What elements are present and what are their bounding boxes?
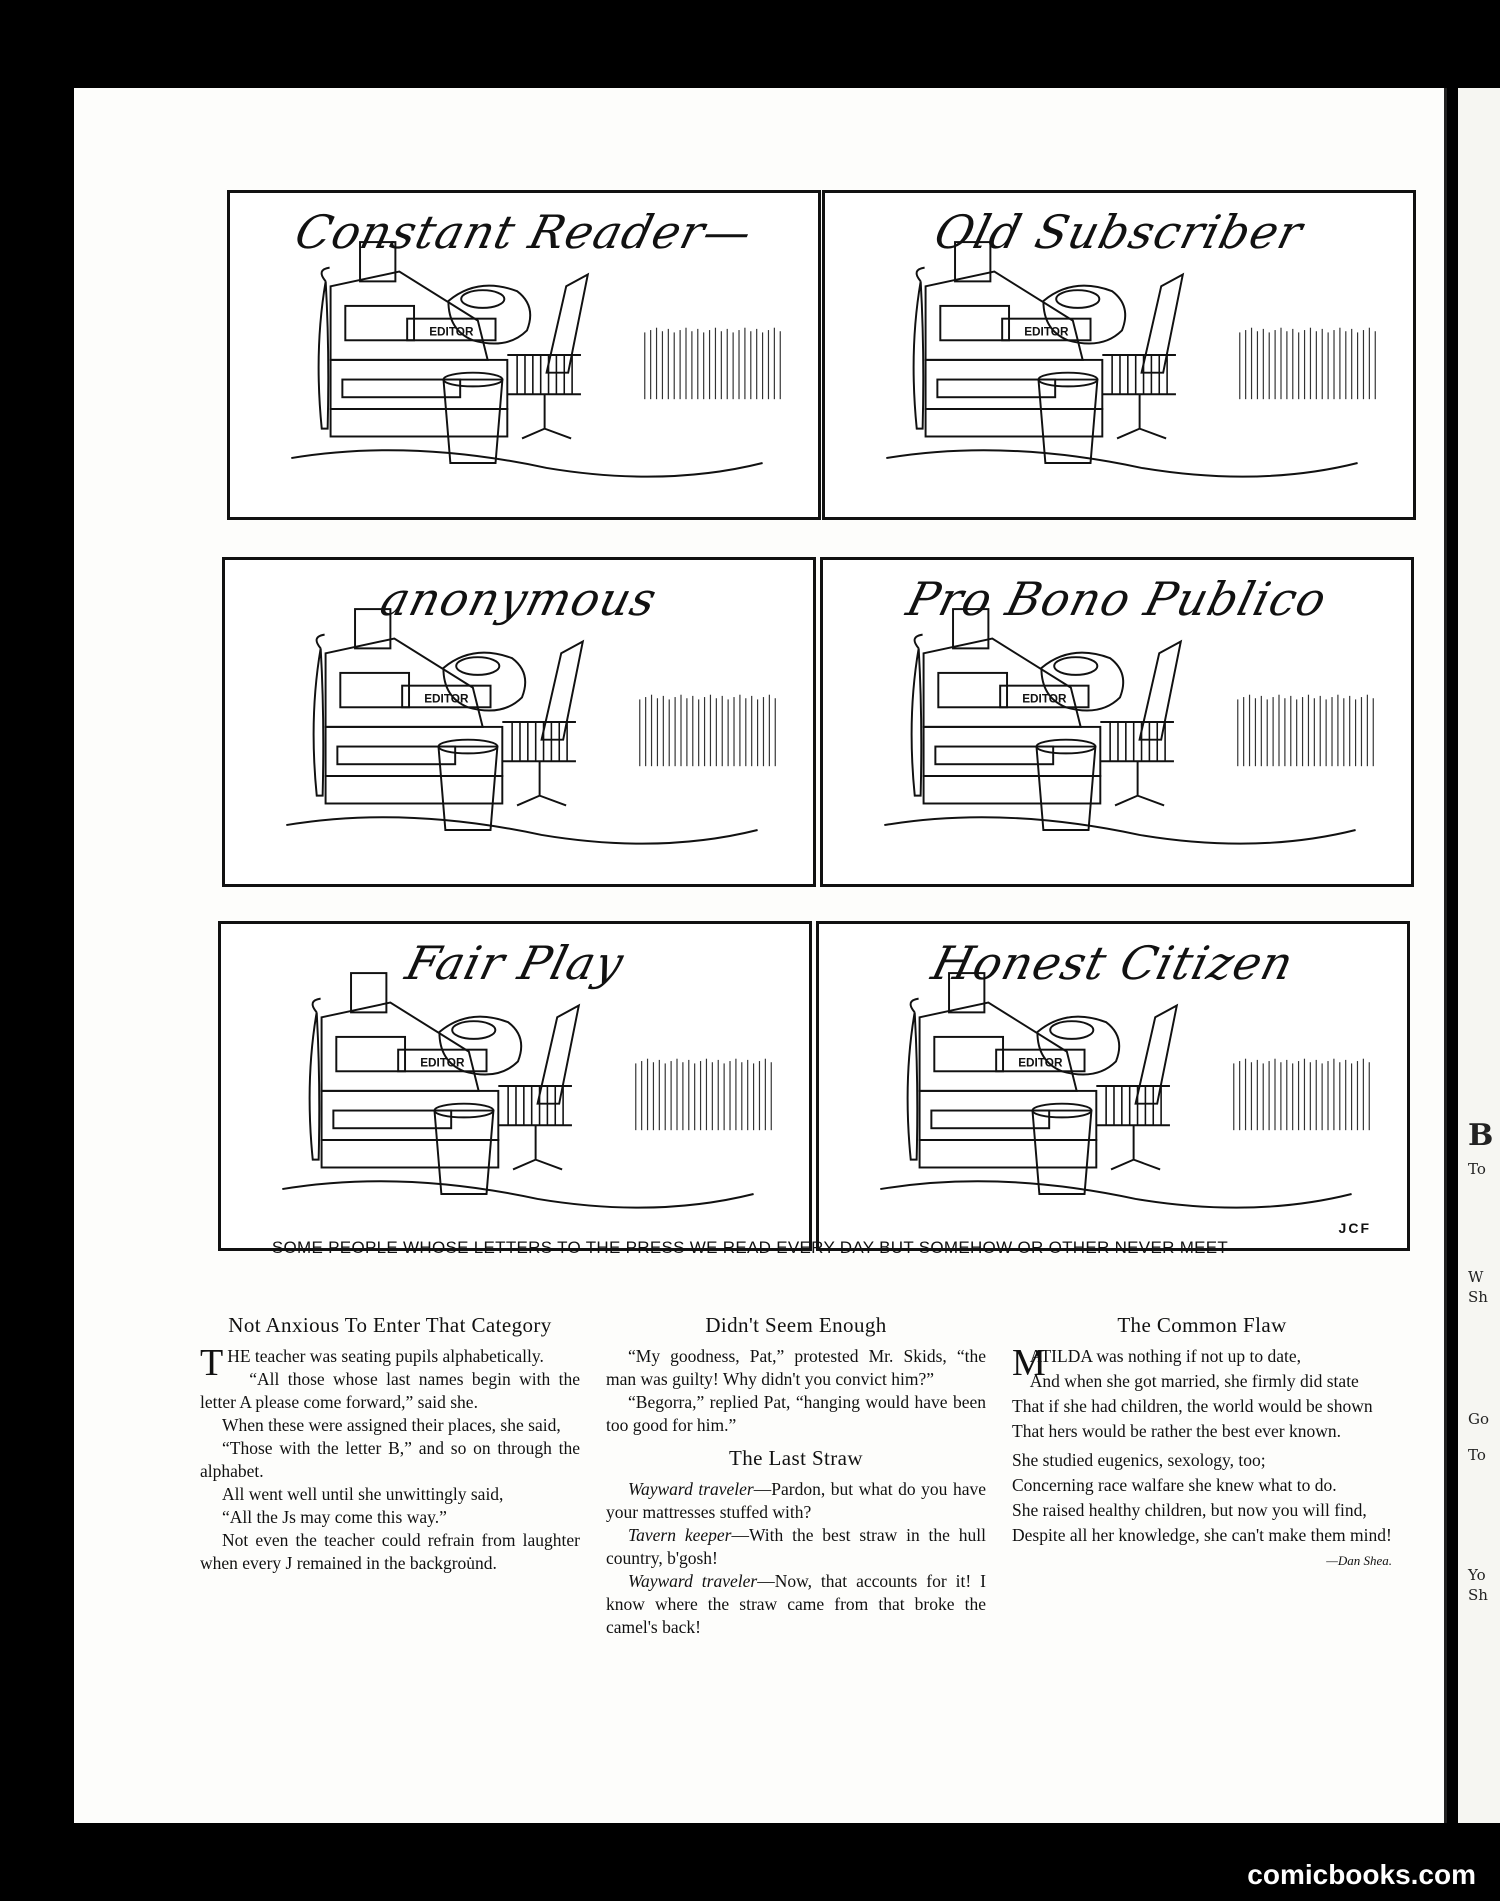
umbrella-handle	[317, 635, 325, 649]
paragraph: All went well until she unwittingly said,	[222, 1484, 504, 1504]
editor-nameplate-label: EDITOR	[424, 692, 469, 706]
desk-base	[924, 776, 1101, 803]
artist-credit: JCF	[1338, 1220, 1371, 1236]
wastebasket	[438, 747, 497, 830]
editor-nameplate-label: EDITOR	[1024, 325, 1069, 339]
poem-line: ATILDA was nothing if not up to date,	[1029, 1346, 1302, 1366]
umbrella-icon	[912, 648, 922, 795]
desk-pigeonhole	[940, 306, 1009, 340]
editor-cap	[1050, 1021, 1093, 1039]
cartoon-panel-fair-play	[218, 921, 812, 1251]
desk-drawer	[931, 1111, 1049, 1129]
paragraph: Not even the teacher could refrain from laughter when every J remained in the backgrou̇nd.	[200, 1530, 580, 1573]
poem-line: She raised healthy children, but now you will find,	[1012, 1500, 1367, 1520]
desk-base	[920, 1140, 1097, 1167]
desk-pigeonhole	[336, 1037, 405, 1071]
next-page-fragment: Go	[1468, 1410, 1490, 1428]
desk-body	[326, 727, 503, 776]
desk-base	[331, 409, 508, 436]
floor-line	[286, 817, 757, 843]
article-title: Didn't Seem Enough	[705, 1313, 887, 1337]
floor-line	[886, 450, 1357, 476]
cartoon-caption: SOME PEOPLE WHOSE LETTERS TO THE PRESS WE READ EVERY DAY BUT SOMEHOW OR OTHER NEVER MEET	[271, 1238, 1229, 1257]
umbrella-icon	[914, 281, 924, 428]
umbrella-icon	[908, 1012, 918, 1159]
editor-cap	[1054, 657, 1097, 675]
next-page-fragment: Sh	[1468, 1288, 1488, 1306]
umbrella-handle	[313, 999, 321, 1013]
desk-rolltop	[920, 1003, 1077, 1091]
background-hatching	[636, 1059, 771, 1130]
poem-line: That hers would be rather the best ever known.	[1012, 1421, 1341, 1441]
poem-line: Concerning race walfare she knew what to do.	[1012, 1475, 1337, 1495]
desk-pigeonhole	[934, 1037, 1003, 1071]
watermark: comicbooks.com	[1247, 1859, 1476, 1890]
desk-pigeonhole	[938, 673, 1007, 707]
poem-common-flaw	[1012, 1314, 1392, 1572]
chair-back	[547, 274, 588, 372]
article-didnt-seem-enough	[606, 1314, 986, 1639]
panel-signature: Pro Bono Publico	[901, 572, 1333, 626]
poem-title: The Common Flaw	[1117, 1313, 1287, 1337]
panel-signature: Honest Citizen	[926, 936, 1300, 990]
chair-back	[542, 641, 583, 739]
speaker: Wayward traveler	[628, 1571, 758, 1591]
wastebasket	[1036, 747, 1095, 830]
paragraph: “All the Js may come this way.”	[222, 1507, 447, 1527]
editor-cap	[452, 1021, 495, 1039]
background-hatching	[1234, 1059, 1369, 1130]
editor-nameplate-label: EDITOR	[1022, 692, 1067, 706]
cartoon-panel-pro-bono-publico	[820, 557, 1414, 887]
desk-rolltop	[926, 272, 1083, 360]
umbrella-handle	[322, 268, 330, 282]
dialogue: —With the best straw in the hull country, b'gosh!	[606, 1525, 986, 1568]
drop-cap: M	[1012, 1342, 1046, 1384]
floor-line	[282, 1181, 753, 1207]
umbrella-icon	[314, 648, 324, 795]
chair-spindles	[1112, 355, 1167, 394]
next-page-fragment: To	[1468, 1446, 1486, 1464]
umbrella-icon	[310, 1012, 320, 1159]
desk-base	[926, 409, 1103, 436]
desk-pigeonhole	[340, 673, 409, 707]
background-hatching	[640, 695, 775, 766]
desk-base	[322, 1140, 499, 1167]
wastebasket	[1032, 1111, 1091, 1194]
background-hatching	[1240, 328, 1375, 399]
desk-rolltop	[322, 1003, 479, 1091]
editor-cap	[461, 290, 504, 308]
desk-drawer	[333, 1111, 451, 1129]
cartoon-panel-old-subscriber	[822, 190, 1416, 520]
paragraph: When these were assigned their places, she said,	[222, 1415, 561, 1435]
background-hatching	[645, 328, 780, 399]
desk-body	[924, 727, 1101, 776]
editor-cap	[456, 657, 499, 675]
drop-cap: T	[200, 1342, 224, 1384]
poem-line: That if she had children, the world would be shown	[1012, 1396, 1373, 1416]
desk-body	[322, 1091, 499, 1140]
next-page-fragment: Yo	[1468, 1566, 1486, 1584]
desk-drawer	[937, 380, 1055, 398]
desk-pigeonhole	[345, 306, 414, 340]
chair-spindles	[512, 722, 567, 761]
chair-back	[1142, 274, 1183, 372]
umbrella-handle	[915, 635, 923, 649]
desk-drawer	[935, 747, 1053, 765]
speaker: Tavern keeper	[628, 1525, 732, 1545]
article-not-anxious	[200, 1314, 580, 1575]
desk-drawer	[337, 747, 455, 765]
desk-rolltop	[331, 272, 488, 360]
desk-rolltop	[924, 639, 1081, 727]
next-page-fragment: B	[1468, 1118, 1494, 1153]
desk-body	[331, 360, 508, 409]
desk-rolltop	[326, 639, 483, 727]
dialogue: —Pardon, but what do you have your mattresses stuffed with?	[606, 1479, 986, 1522]
paragraph: “Begorra,” replied Pat, “hanging would have been too good for him.”	[606, 1392, 986, 1435]
editor-nameplate-label: EDITOR	[1018, 1056, 1063, 1070]
wastebasket	[1038, 380, 1097, 463]
paragraph: “Those with the letter B,” and so on through the alphabet.	[200, 1438, 580, 1481]
article-title-last-straw: The Last Straw	[729, 1446, 863, 1470]
floor-line	[880, 1181, 1351, 1207]
wastebasket	[443, 380, 502, 463]
poem-author: —Dan Shea.	[1326, 1553, 1392, 1568]
speaker: Wayward traveler	[628, 1479, 754, 1499]
floor-line	[291, 450, 762, 476]
chair-back	[1136, 1005, 1177, 1103]
umbrella-icon	[319, 281, 329, 428]
cartoon-panel-honest-citizen	[816, 921, 1410, 1251]
chair-spindles	[1106, 1086, 1161, 1125]
chair-spindles	[517, 355, 572, 394]
dialogue: —Now, that accounts for it! I know where the straw came from that broke the camel's back!	[606, 1571, 987, 1637]
paragraph: “My goodness, Pat,” protested Mr. Skids, “the man was guilty! Why didn't you convict him?”	[606, 1346, 986, 1389]
article-title: Not Anxious To Enter That Category	[228, 1313, 552, 1337]
next-page-fragment: To	[1468, 1160, 1486, 1178]
panel-signature: anonymous	[375, 572, 663, 626]
editor-nameplate-label: EDITOR	[420, 1056, 465, 1070]
next-page-fragment: Sh	[1468, 1586, 1488, 1604]
umbrella-handle	[917, 268, 925, 282]
poem-line: Despite all her knowledge, she can't make them mind!	[1012, 1525, 1392, 1545]
desk-body	[920, 1091, 1097, 1140]
editor-nameplate-label: EDITOR	[429, 325, 474, 339]
background-hatching	[1238, 695, 1373, 766]
chair-spindles	[508, 1086, 563, 1125]
floor-line	[884, 817, 1355, 843]
editor-cap	[1056, 290, 1099, 308]
panel-signature: Fair Play	[400, 936, 630, 990]
chair-spindles	[1110, 722, 1165, 761]
poem-line: She studied eugenics, sexology, too;	[1012, 1450, 1266, 1470]
chair-back	[1140, 641, 1181, 739]
panel-signature: Old Subscriber	[929, 205, 1309, 259]
desk-base	[326, 776, 503, 803]
paragraph: “All those whose last names begin with the letter A please come forward,” said she.	[200, 1369, 580, 1412]
paragraph: HE teacher was seating pupils alphabetically.	[227, 1346, 544, 1366]
desk-drawer	[342, 380, 460, 398]
wastebasket	[434, 1111, 493, 1194]
next-page-fragment: W	[1468, 1268, 1484, 1286]
cartoon-panel-anonymous	[222, 557, 816, 887]
cartoon-panel-constant-reader	[227, 190, 821, 520]
next-page-edge	[1458, 88, 1500, 1823]
panel-signature: Constant Reader—	[289, 205, 759, 259]
desk-body	[926, 360, 1103, 409]
poem-line: And when she got married, she firmly did state	[1029, 1371, 1359, 1391]
chair-back	[538, 1005, 579, 1103]
umbrella-handle	[911, 999, 919, 1013]
